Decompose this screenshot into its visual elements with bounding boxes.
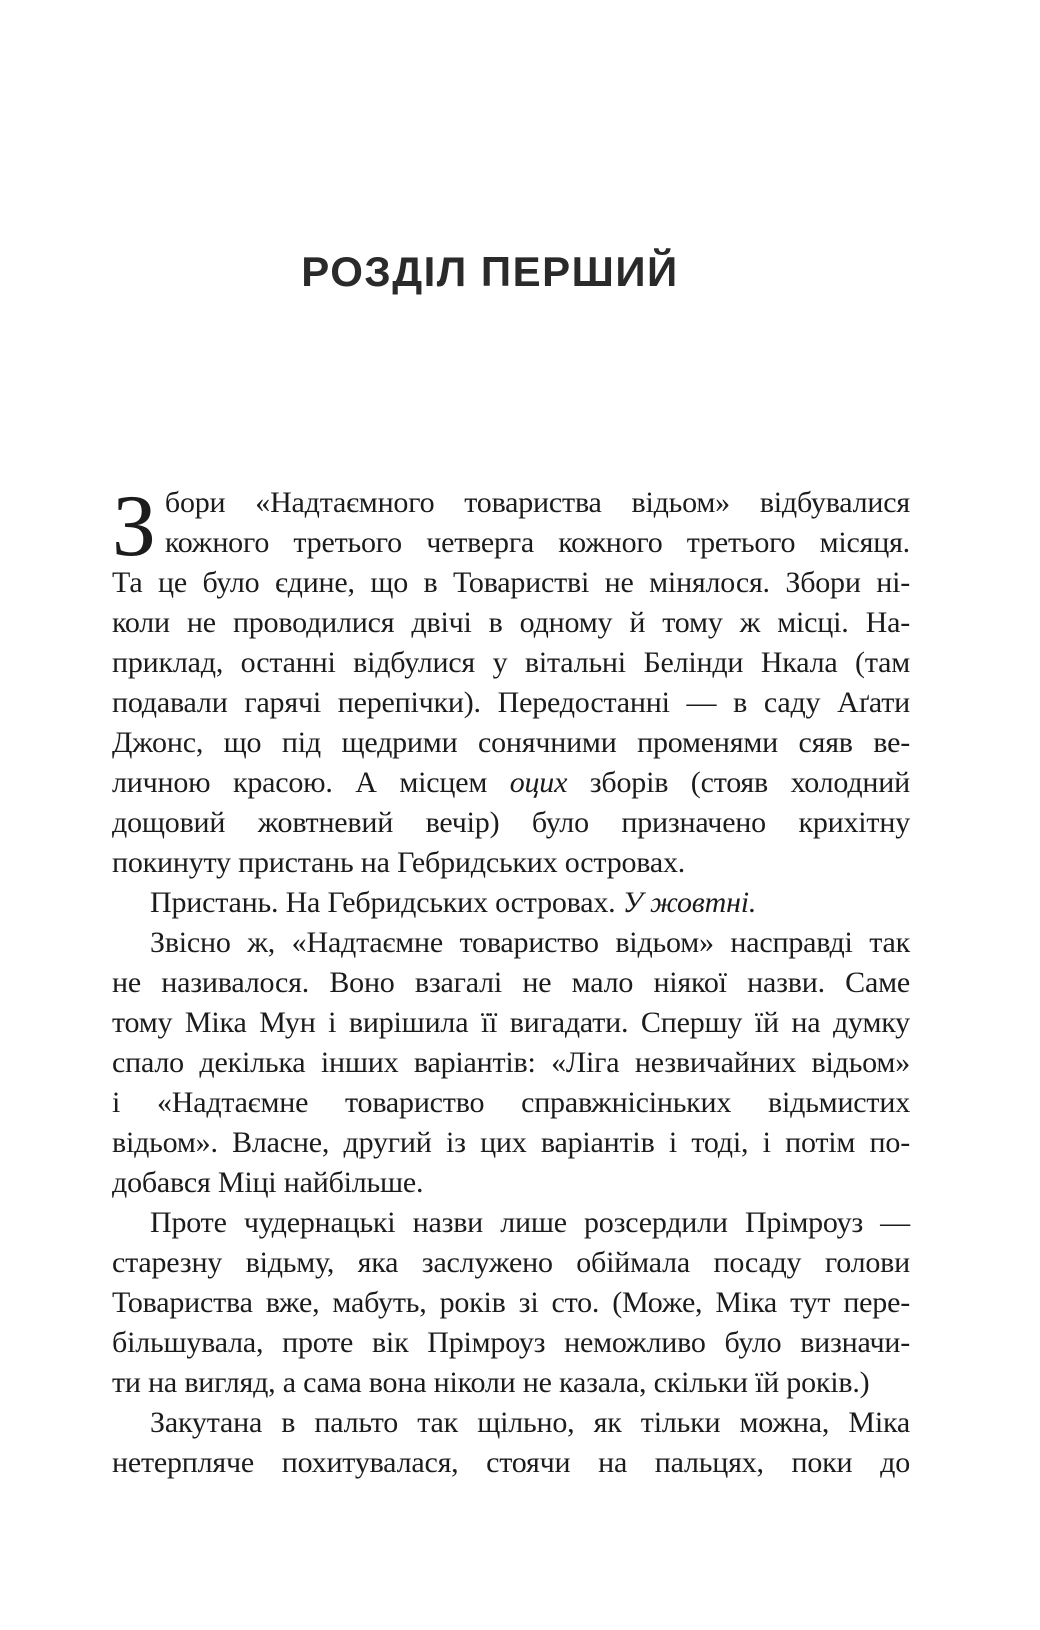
text-line [112,1283,910,1323]
text-line [112,563,910,603]
paragraph [112,1203,910,1403]
text-line [112,923,910,963]
text-line [112,683,910,723]
text-segment: дощовий жовтневий вечір) було призначено крихітну [112,806,910,839]
text-line [112,803,910,843]
text-line [112,1443,910,1483]
text-line [112,963,910,1003]
text-segment: кожного третього четверга кожного третього місяця. [164,526,910,559]
text-line [112,883,910,923]
text-line [112,723,910,763]
text-line [112,1083,910,1123]
text-segment: зборів (стояв холодний [567,766,910,799]
text-line [112,1243,910,1283]
text-line [112,1163,910,1203]
text-segment: більшувала, проте вік Прімроуз неможливо було визначи- [112,1326,910,1359]
text-segment: Джонс, що під щедрими сонячними променями сяяв ве- [112,726,910,759]
text-line [112,1403,910,1443]
text-segment: Проте чудернацькі назви лише розсердили Прімроуз — [150,1206,910,1239]
text-segment: нетерпляче похитувалася, стоячи на пальцях, поки до [112,1446,910,1479]
paragraph [112,478,910,883]
text-line [112,523,910,563]
text-segment: покинуту пристань на Гебридських островах. [112,846,686,879]
chapter-heading: РОЗДІЛ ПЕРШИЙ [301,248,679,295]
text-segment: не називалося. Воно взагалі не мало ніякої назви. Саме [112,966,910,999]
italic-text: оцих [509,766,568,799]
drop-cap: З [112,478,156,575]
text-segment: подавали гарячі перепічки). Передостанні — в саду Аґати [112,686,910,719]
text-segment: Пристань. На Гебридських островах. [150,886,623,919]
text-line [112,843,910,883]
text-segment: і «Надтаємне товариство справжнісіньких відьмистих [112,1086,910,1119]
text-line [112,763,910,803]
text-segment: Та це було єдине, що в Товаристві не мінялося. Збори ні- [112,566,910,599]
text-segment: старезну відьму, яка заслужено обіймала посаду голови [112,1246,910,1279]
italic-text: У жовтні. [622,886,757,919]
paragraph [112,883,910,923]
paragraph [112,1403,910,1483]
text-line [112,1203,910,1243]
text-segment: Звісно ж, «Надтаємне товариство відьом» насправді так [150,926,910,959]
text-line [112,1043,910,1083]
text-segment: личною красою. А місцем [112,766,510,799]
paragraph [112,923,910,1203]
text-line [112,1123,910,1163]
text-segment: Товариства вже, мабуть, років зі сто. (Може, Міка тут пере- [112,1286,910,1319]
text-segment: Закутана в пальто так щільно, як тільки можна, Міка [150,1406,910,1439]
text-line [112,603,910,643]
text-segment: спало декілька інших варіантів: «Ліга незвичайних відьом» [112,1046,910,1079]
text-segment: відьом». Власне, другий із цих варіантів і тоді, і потім по- [112,1126,910,1159]
text-segment: бори «Надтаємного товариства відьом» відбувалися [164,486,910,519]
text-line [112,1363,910,1403]
text-segment: ти на вигляд, а сама вона ніколи не казала, скільки їй років.) [112,1366,870,1399]
text-segment: коли не проводилися двічі в одному й тому ж місці. На- [112,606,910,639]
text-line [112,1003,910,1043]
body-text [112,478,910,1483]
text-segment: добався Міці найбільше. [112,1166,424,1199]
text-line [112,643,910,683]
text-segment: приклад, останні відбулися у вітальні Белінди Нкала (там [112,646,910,679]
text-segment: тому Міка Мун і вирішила її вигадати. Спершу їй на думку [112,1006,910,1039]
text-line [112,1323,910,1363]
